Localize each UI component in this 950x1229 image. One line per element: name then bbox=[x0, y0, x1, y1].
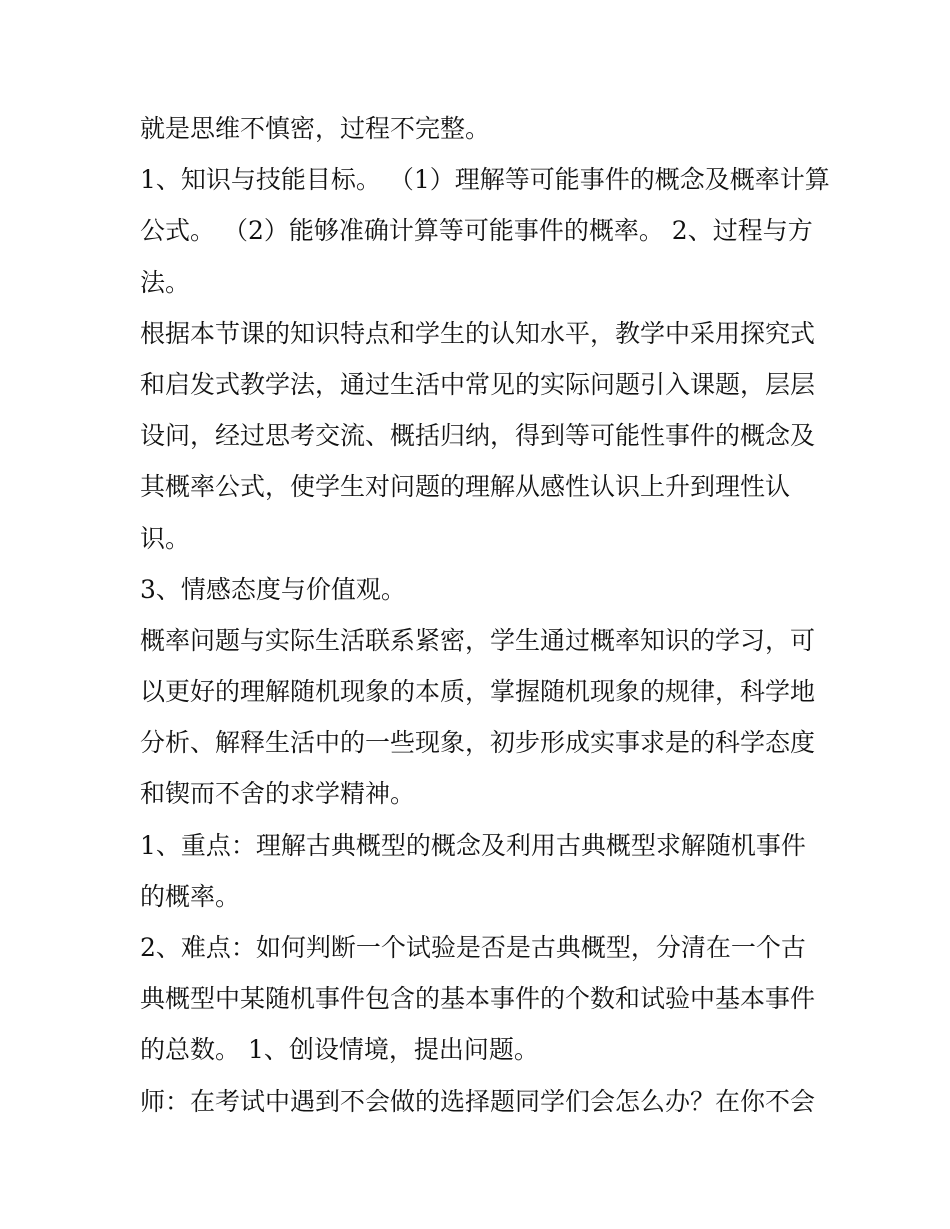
paragraph-knowledge-goals bbox=[140, 154, 830, 308]
paragraph-attitude-heading bbox=[140, 564, 820, 615]
text-line: 分析、解释生活中的一些现象，初步形成实事求是的科学态度 bbox=[140, 728, 816, 758]
text-line: 1、重点：理解古典概型的概念及利用古典概型求解随机事件 bbox=[140, 830, 806, 860]
text-line: 1、知识与技能目标。 （1）理解等可能事件的概念及概率计算 bbox=[140, 165, 830, 195]
text-line: 的概率。 bbox=[140, 881, 241, 911]
text-line: 法。 bbox=[140, 267, 191, 297]
text-line: 师：在考试中遇到不会做的选择题同学们会怎么办？在你不会 bbox=[140, 1086, 816, 1116]
text-line: 和启发式教学法，通过生活中常见的实际问题引入课题，层层 bbox=[140, 369, 816, 399]
text-line: 概率问题与实际生活联系紧密，学生通过概率知识的学习，可 bbox=[140, 625, 816, 655]
text-line: 其概率公式，使学生对问题的理解从感性认识上升到理性认 bbox=[140, 472, 791, 502]
paragraph-key-points bbox=[140, 820, 820, 922]
text-line: 识。 bbox=[140, 523, 191, 553]
paragraph-teacher-dialogue bbox=[140, 1076, 820, 1127]
text-line: 就是思维不慎密，过程不完整。 bbox=[140, 114, 491, 143]
paragraph-process-methods bbox=[140, 308, 820, 564]
text-line: 设问，经过思考交流、概括归纳，得到等可能性事件的概念及 bbox=[140, 421, 816, 451]
text-line: 典概型中某随机事件包含的基本事件的个数和试验中基本事件 bbox=[140, 984, 816, 1014]
text-line: 的总数。 1、创设情境，提出问题。 bbox=[140, 1035, 539, 1065]
paragraph-difficult-points bbox=[140, 922, 820, 1076]
text-line: 和锲而不舍的求学精神。 bbox=[140, 779, 416, 809]
text-line: 公式。 （2）能够准确计算等可能事件的概率。 2、过程与方 bbox=[140, 216, 813, 246]
paragraph-intro bbox=[140, 103, 820, 154]
text-line: 2、难点：如何判断一个试验是否是古典概型，分清在一个古 bbox=[140, 933, 806, 962]
text-line: 以更好的理解随机现象的本质，掌握随机现象的规律，科学地 bbox=[140, 677, 816, 707]
text-line: 3、情感态度与价值观。 bbox=[140, 574, 406, 604]
paragraph-attitude-body bbox=[140, 615, 820, 820]
text-line: 根据本节课的知识特点和学生的认知水平，教学中采用探究式 bbox=[140, 318, 816, 348]
document-body bbox=[140, 103, 830, 1127]
